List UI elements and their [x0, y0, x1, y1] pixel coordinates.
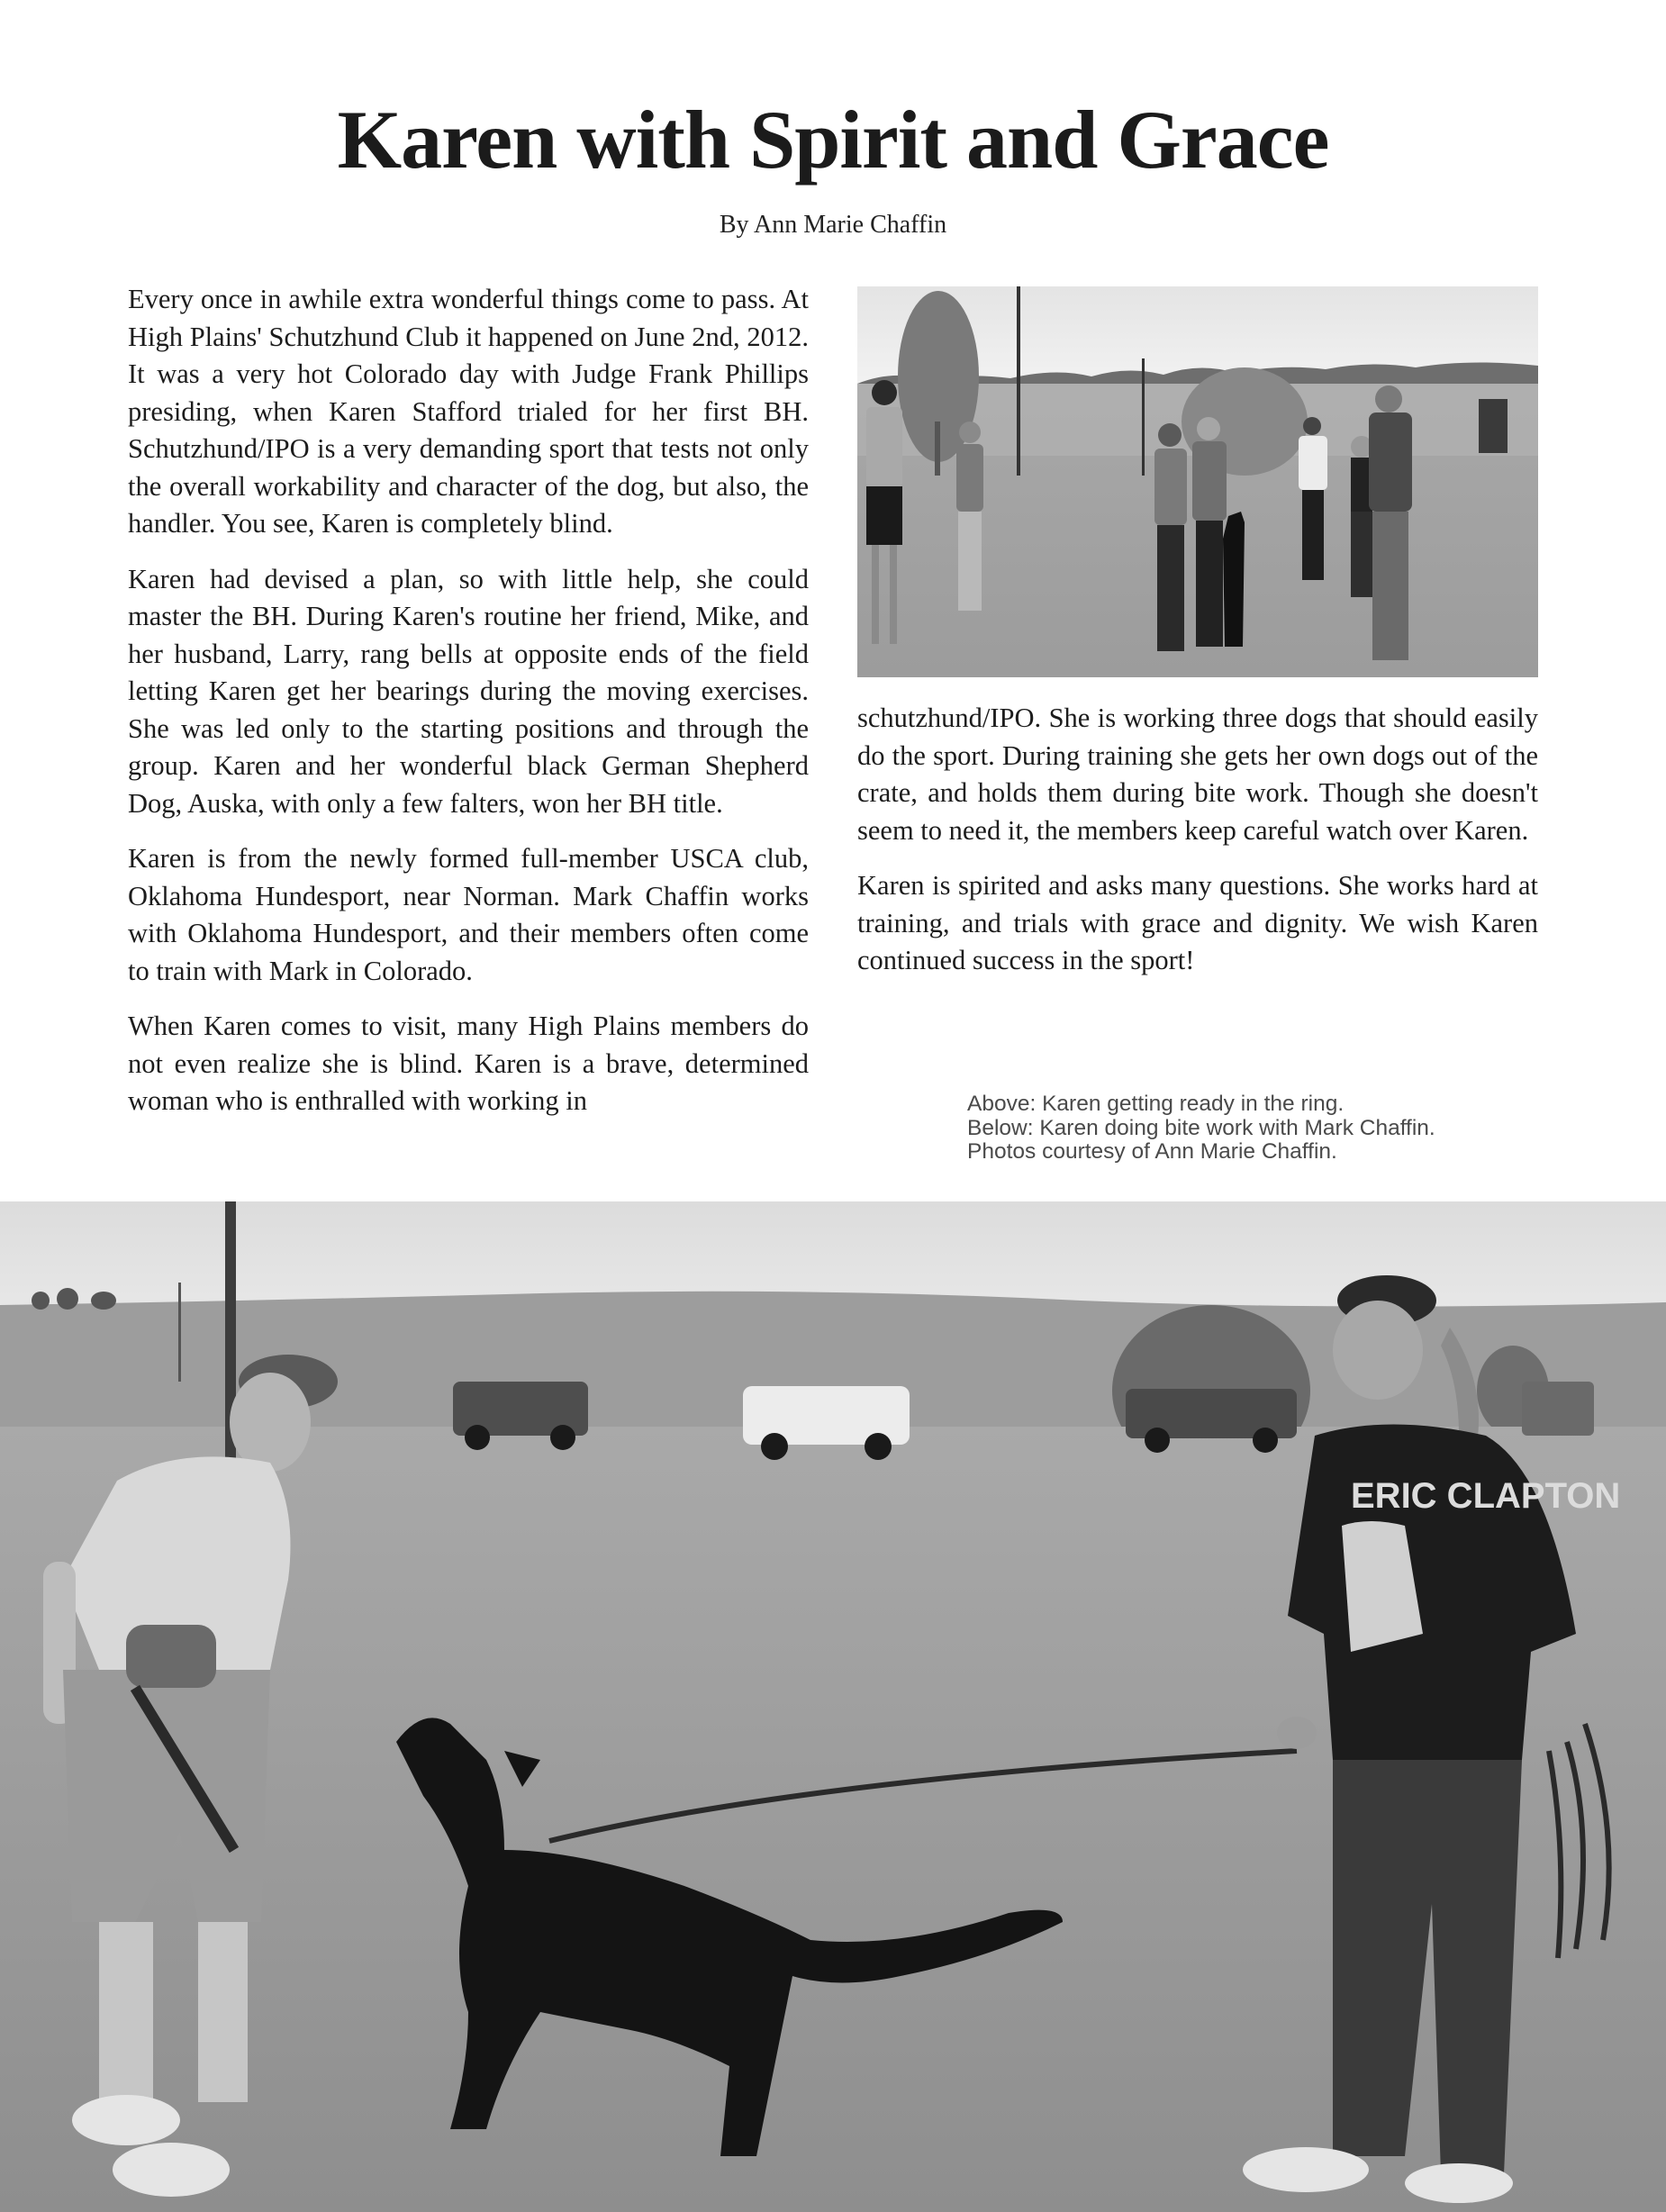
paragraph: schutzhund/IPO. She is working three dogs that should easily do the sport. During training she gets her own dogs out of the crate, and holds them during bite work. Though she doesn't seem to need it, the members keep careful watch over Karen.: [857, 703, 1538, 846]
paragraph: When Karen comes to visit, many High Plains members do not even realize she is blind. Karen is a brave, determined woman who is enthralled with working in: [128, 1011, 809, 1116]
caption-line-below: Below: Karen doing bite work with Mark Chaffin.: [967, 1115, 1435, 1140]
paragraph: Karen had devised a plan, so with little help, she could master the BH. During Karen's routine her friend, Mike, and her husband, Larry, rang bells at opposite ends of the field letting Karen get her bearings during the moving exercises. She was led only to the starting positions and through the group. Karen and her wonderful black German Shepherd Dog, Auska, with only a few falters, won her BH title.: [128, 563, 809, 819]
paragraph: Karen is spirited and asks many questions. She works hard at training, and trials with grace and dignity. We wish Karen continued success in the sport!: [857, 870, 1538, 975]
byline: By Ann Marie Chaffin: [719, 211, 947, 239]
left-column: [128, 281, 809, 1138]
bite-work-photo-image: [0, 1201, 1666, 2212]
paragraph: Every once in awhile extra wonderful things come to pass. At High Plains' Schutzhund Club it happened on June 2nd, 2012. It was a very hot Colorado day with Judge Frank Phillips presiding, when Karen Stafford trialed for her first BH. Schutzhund/IPO is a very demanding sport that tests not only the overall workability and character of the dog, but also, the handler. You see, Karen is completely blind.: [128, 284, 809, 539]
ring-photo-image: [857, 286, 1538, 677]
photo-caption: [967, 1092, 1544, 1165]
article-title: Karen with Spirit and Grace: [337, 94, 1329, 186]
paragraph: Karen is from the newly formed full-member USCA club, Oklahoma Hundesport, near Norman. Mark Chaffin works with Oklahoma Hundesport, and their members often come to train with Mark in Colorado.: [128, 843, 809, 986]
right-column: [857, 700, 1538, 998]
bite-work-photo: [0, 1201, 1666, 2212]
shirt-text: ERIC CLAPTON: [1351, 1476, 1621, 1516]
ring-photo: [857, 286, 1538, 677]
caption-line-above: Above: Karen getting ready in the ring.: [967, 1092, 1345, 1116]
caption-line-credit: Photos courtesy of Ann Marie Chaffin.: [967, 1139, 1337, 1164]
